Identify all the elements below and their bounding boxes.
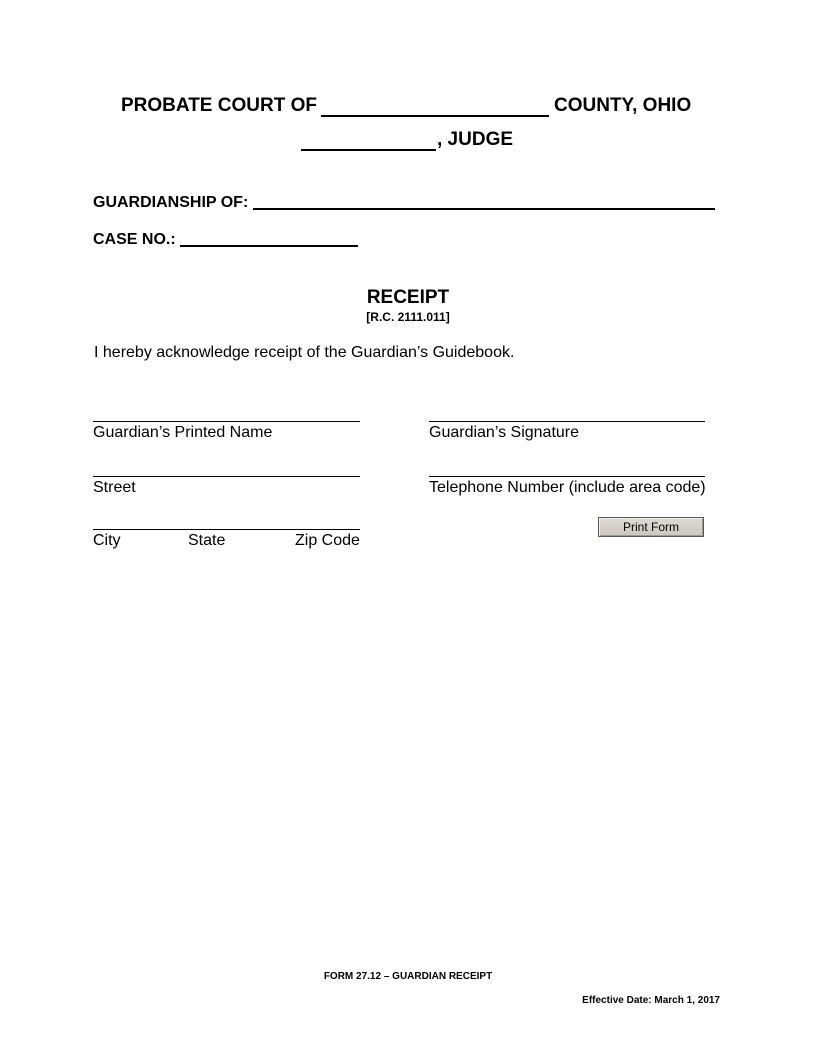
signature-line[interactable] <box>429 421 705 422</box>
street-line[interactable] <box>93 476 360 477</box>
case-no-field[interactable] <box>180 245 358 247</box>
city-state-zip-line[interactable] <box>93 529 360 530</box>
zip-label: Zip Code <box>295 532 360 549</box>
telephone-label: Telephone Number (include area code) <box>429 479 706 496</box>
case-no-label: CASE NO.: <box>93 231 176 248</box>
statute-reference: [R.C. 2111.011] <box>366 310 450 324</box>
court-header-suffix: COUNTY, OHIO <box>554 95 692 116</box>
footer-effective-date: Effective Date: March 1, 2017 <box>582 995 720 1006</box>
signature-label: Guardian’s Signature <box>429 424 580 441</box>
receipt-title: RECEIPT <box>366 287 450 308</box>
guardianship-label: GUARDIANSHIP OF: <box>93 194 249 211</box>
state-label: State <box>188 532 226 549</box>
acknowledgement-text: I hereby acknowledge receipt of the Guardian’s Guidebook. <box>94 344 515 361</box>
judge-suffix: , JUDGE <box>437 129 514 150</box>
city-label: City <box>93 532 121 549</box>
county-blank[interactable] <box>321 115 549 117</box>
court-header-prefix: PROBATE COURT OF <box>121 95 317 116</box>
street-label: Street <box>93 479 136 496</box>
printed-name-label: Guardian’s Printed Name <box>93 424 273 441</box>
print-form-button[interactable]: Print Form <box>598 517 704 537</box>
judge-blank[interactable] <box>301 149 436 151</box>
telephone-line[interactable] <box>429 476 705 477</box>
printed-name-line[interactable] <box>93 421 360 422</box>
guardianship-field[interactable] <box>253 208 715 210</box>
footer-form-name: FORM 27.12 – GUARDIAN RECEIPT <box>323 971 493 982</box>
